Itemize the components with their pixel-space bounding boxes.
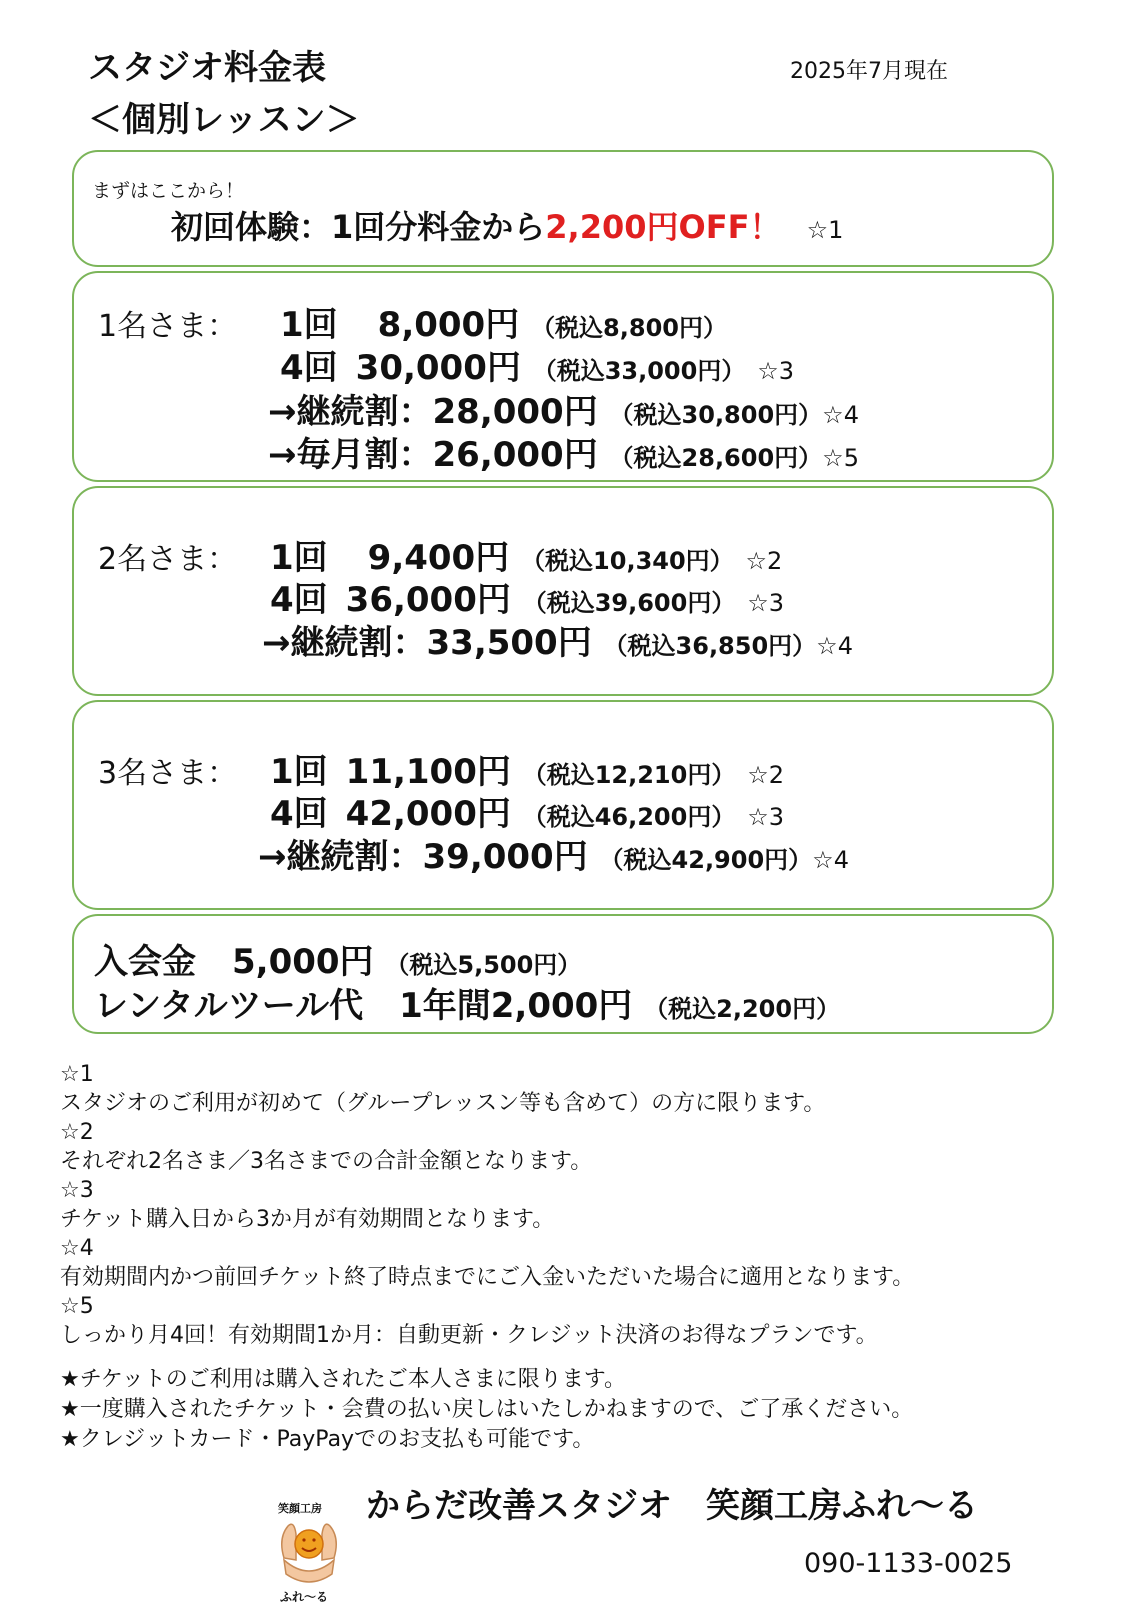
row-price: 33,500円	[426, 623, 592, 663]
phone-number: 090-1133-0025	[804, 1548, 1013, 1579]
row-price: 28,000円	[432, 392, 598, 432]
row-tax: （税込28,600円）	[609, 444, 823, 472]
trial-mark: ☆1	[806, 216, 844, 244]
row-label: →毎月割：	[268, 435, 433, 475]
row-tax: （税込33,000円）	[532, 357, 746, 385]
row-tax: （税込8,800円）	[531, 314, 727, 342]
row-mark: ☆3	[747, 589, 784, 617]
fee-price: 5,000円	[232, 942, 374, 982]
row-label: →継続割：	[262, 623, 427, 663]
trial-lead: まずはここから！	[92, 180, 245, 202]
rule-item: ★チケットのご利用は購入されたご本人さまに限ります。	[60, 1367, 626, 1392]
plan-box-2	[72, 486, 1054, 696]
plan-row	[268, 384, 859, 433]
row-mark: ☆4	[822, 401, 859, 429]
notes-list	[60, 1060, 914, 1350]
row-label: 4回	[270, 794, 328, 834]
note-text: スタジオのご利用が初めて（グループレッスン等も含めて）の方に限ります。	[60, 1091, 826, 1116]
fees-box	[72, 914, 1054, 1034]
plan-row	[280, 340, 794, 389]
row-label: 1回	[270, 538, 328, 578]
row-price: 8,000円	[377, 305, 520, 345]
row-tax: （税込36,850円）	[603, 632, 817, 660]
plan-row	[270, 572, 784, 621]
rule-item: ★一度購入されたチケット・会費の払い戻しはいたしかねますので、ご了承ください。	[60, 1397, 914, 1422]
row-price: 36,000円	[345, 580, 511, 620]
row-label: 4回	[280, 348, 338, 388]
row-price: 42,000円	[345, 794, 511, 834]
plan-who: 1名さま：	[98, 309, 238, 344]
note-mark: ☆5	[60, 1294, 94, 1319]
row-label: →継続割：	[268, 392, 433, 432]
plan-who: 2名さま：	[98, 542, 238, 577]
row-mark: ☆3	[757, 357, 794, 385]
plan-row	[262, 615, 853, 664]
note-mark: ☆1	[60, 1062, 94, 1087]
note-text: しっかり月4回！有効期間1か月：自動更新・クレジット決済のお得なプランです。	[60, 1323, 878, 1348]
row-price: 9,400円	[367, 538, 510, 578]
trial-box	[72, 150, 1054, 267]
row-mark: ☆4	[812, 846, 849, 874]
studio-name: からだ改善スタジオ 笑顔工房ふれ〜る	[366, 1486, 978, 1526]
page-title: スタジオ料金表	[88, 48, 326, 88]
row-label: 4回	[270, 580, 328, 620]
logo-bottom-text: ふれ〜る	[280, 1590, 329, 1604]
row-mark: ☆3	[747, 803, 784, 831]
logo-top-text: 笑顔工房	[278, 1502, 322, 1515]
row-tax: （税込12,210円）	[522, 761, 736, 789]
row-price: 39,000円	[422, 837, 588, 877]
note-text: 有効期間内かつ前回チケット終了時点までにご入金いただいた場合に適用となります。	[60, 1265, 915, 1290]
plan-who: 3名さま：	[98, 756, 238, 791]
fee-label: 入会金	[94, 942, 196, 982]
plan-box-3	[72, 700, 1054, 910]
studio-logo	[274, 1498, 344, 1608]
plan-row	[270, 786, 784, 835]
page-subtitle: ＜個別レッスン＞	[88, 100, 360, 140]
row-label: 1回	[280, 305, 338, 345]
fee-label: レンタルツール代	[94, 986, 364, 1026]
row-mark: ☆5	[822, 444, 859, 472]
plan-box-1	[72, 271, 1054, 482]
row-tax: （税込10,340円）	[521, 547, 734, 575]
row-price: 30,000円	[355, 348, 521, 388]
row-mark: ☆2	[747, 761, 784, 789]
fee-row-entry	[94, 934, 581, 983]
row-label: →継続割：	[258, 837, 423, 877]
row-tax: （税込46,200円）	[522, 803, 736, 831]
trial-offer	[171, 202, 843, 248]
note-text: それぞれ2名さま／3名さまでの合計金額となります。	[60, 1149, 593, 1174]
note-mark: ☆4	[60, 1236, 94, 1261]
note-mark: ☆3	[60, 1178, 94, 1203]
fee-price: 1年間2,000円	[399, 986, 633, 1026]
row-price: 11,100円	[345, 752, 511, 792]
row-tax: （税込30,800円）	[609, 401, 823, 429]
row-tax: （税込42,900円）	[599, 846, 813, 874]
row-price: 26,000円	[432, 435, 598, 475]
note-mark: ☆2	[60, 1120, 94, 1145]
fee-row-rental	[94, 978, 840, 1027]
row-label: 1回	[270, 752, 328, 792]
trial-discount: 2,200円OFF！	[545, 208, 782, 246]
date-label: 2025年7月現在	[790, 59, 948, 84]
row-tax: （税込39,600円）	[522, 589, 736, 617]
trial-main: 初回体験：1回分料金から	[171, 208, 546, 246]
fee-tax: （税込5,500円）	[385, 951, 582, 979]
plan-row	[268, 427, 859, 476]
note-text: チケット購入日から3か月が有効期間となります。	[60, 1207, 555, 1232]
plan-row	[280, 297, 727, 346]
row-mark: ☆2	[745, 547, 783, 575]
rule-item: ★クレジットカード・PayPayでのお支払も可能です。	[60, 1427, 595, 1452]
row-mark: ☆4	[816, 632, 853, 660]
plan-row	[258, 829, 849, 878]
fee-tax: （税込2,200円）	[644, 995, 841, 1023]
